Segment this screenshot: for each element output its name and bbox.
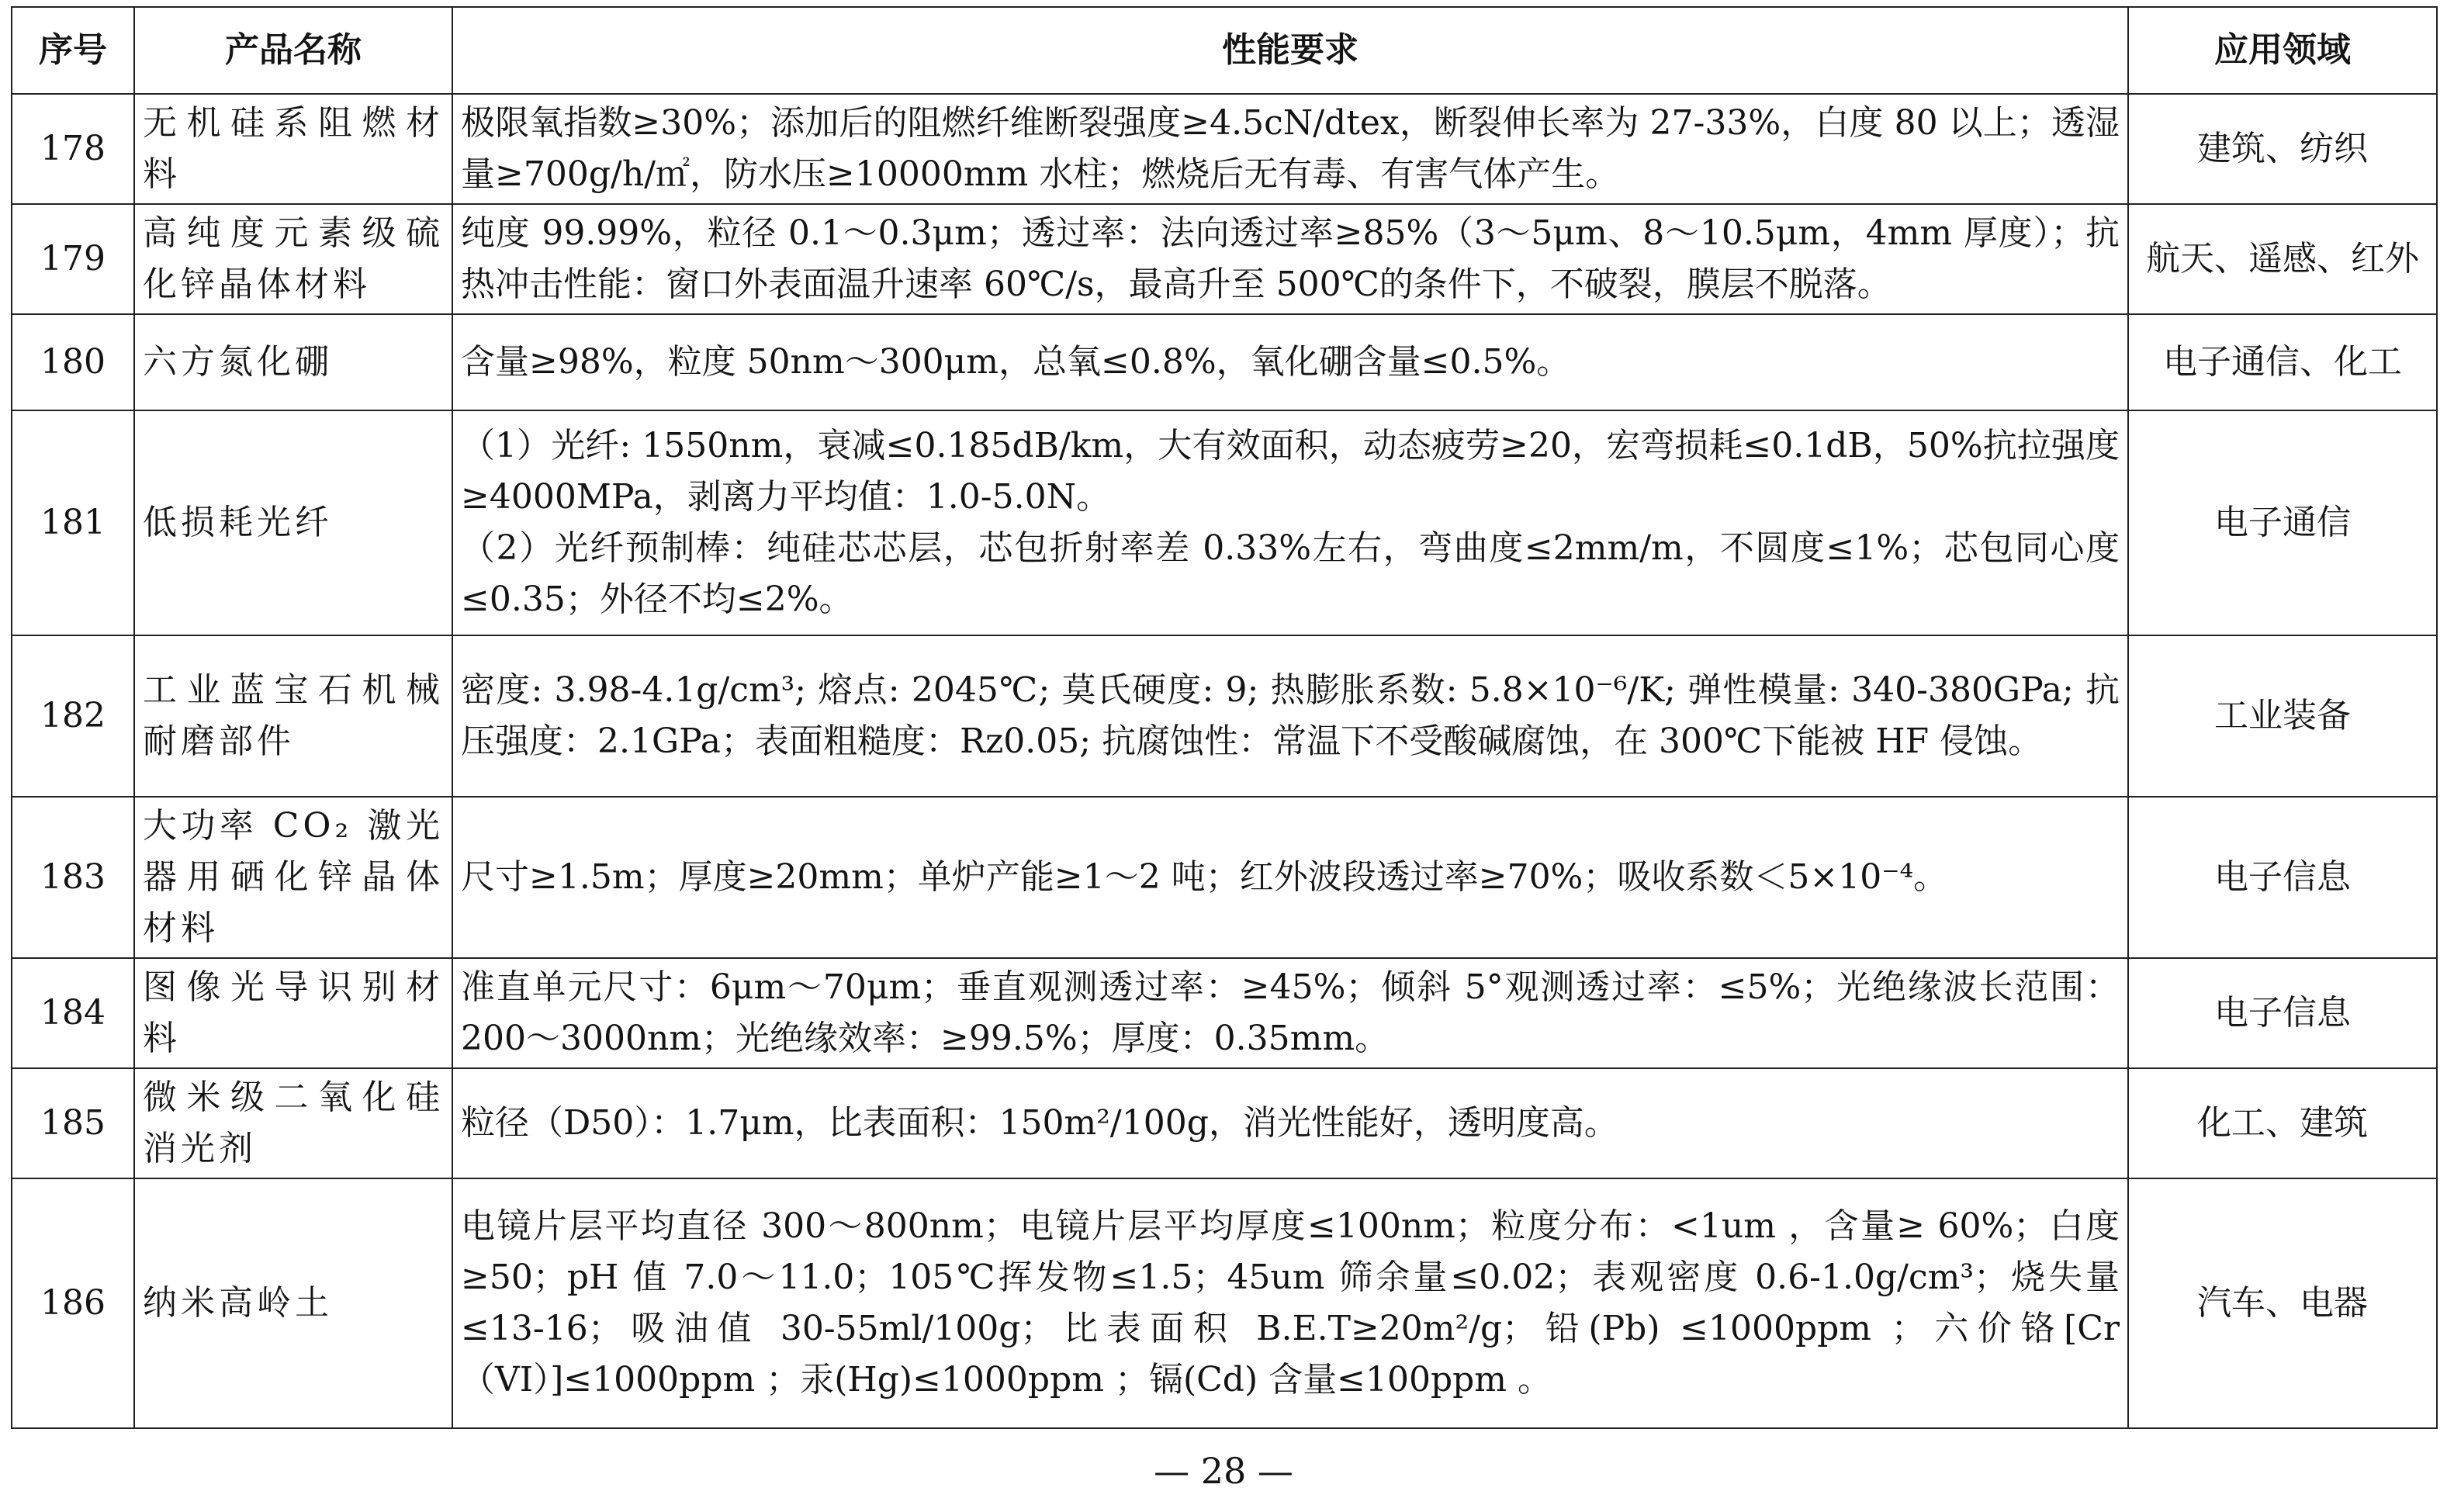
row-product-name: 高纯度元素级硫化锌晶体材料	[134, 204, 452, 314]
row-serial-number: 179	[12, 204, 134, 314]
row-performance: 尺寸≥1.5m；厚度≥20mm；单炉产能≥1～2 吨；红外波段透过率≥70%；吸收系数＜5×10⁻⁴。	[452, 797, 2128, 958]
row-product-name: 低损耗光纤	[134, 410, 452, 635]
header-application: 应用领域	[2128, 7, 2437, 94]
row-performance-part-1: （1）光纤: 1550nm，衰减≤0.185dB/km，大有效面积，动态疲劳≥20，宏弯损耗≤0.1dB，50%抗拉强度≥4000MPa，剥离力平均值：1.0-5.0N。	[461, 426, 2120, 517]
table-row	[12, 1068, 2437, 1178]
row-serial-number: 183	[12, 797, 134, 958]
header-serial-number: 序号	[12, 7, 134, 94]
row-application: 工业装备	[2128, 635, 2437, 797]
row-performance: 含量≥98%，粒度 50nm～300μm，总氧≤0.8%，氧化硼含量≤0.5%。	[452, 314, 2128, 410]
document-page	[11, 6, 2436, 1429]
row-product-name: 六方氮化硼	[134, 314, 452, 410]
row-serial-number: 178	[12, 94, 134, 204]
row-performance	[452, 410, 2128, 635]
row-serial-number: 185	[12, 1068, 134, 1178]
row-product-name: 无机硅系阻燃材料	[134, 94, 452, 204]
table-row	[12, 797, 2437, 958]
row-product-name: 大功率 CO₂ 激光器用硒化锌晶体材料	[134, 797, 452, 958]
header-product-name: 产品名称	[134, 7, 452, 94]
table-row	[12, 94, 2437, 204]
row-performance: 密度: 3.98-4.1g/cm³; 熔点: 2045℃; 莫氏硬度: 9; 热膨胀系数: 5.8×10⁻⁶/K; 弹性模量: 340-380GPa; 抗压强度：2.1GPa；表面粗糙度：Rz0.05; 抗腐蚀性：常温下不受酸碱腐蚀，在 300℃下能被 HF 侵蚀。	[452, 635, 2128, 797]
table-row	[12, 1178, 2437, 1428]
row-performance: 准直单元尺寸：6μm～70μm；垂直观测透过率：≥45%；倾斜 5°观测透过率：≤5%；光绝缘波长范围：200～3000nm；光绝缘效率：≥99.5%；厚度：0.35mm。	[452, 958, 2128, 1068]
row-serial-number: 182	[12, 635, 134, 797]
row-product-name: 工业蓝宝石机械耐磨部件	[134, 635, 452, 797]
row-performance: 极限氧指数≥30%；添加后的阻燃纤维断裂强度≥4.5cN/dtex，断裂伸长率为 27-33%，白度 80 以上；透湿量≥700g/h/㎡，防水压≥10000mm 水柱；燃烧后无有毒、有害气体产生。	[452, 94, 2128, 204]
product-spec-table	[11, 6, 2438, 1429]
table-row	[12, 410, 2437, 635]
table-row	[12, 204, 2437, 314]
table-row	[12, 314, 2437, 410]
row-application: 电子通信、化工	[2128, 314, 2437, 410]
row-application: 航天、遥感、红外	[2128, 204, 2437, 314]
row-product-name: 纳米高岭土	[134, 1178, 452, 1428]
table-row	[12, 635, 2437, 797]
row-product-name: 图像光导识别材料	[134, 958, 452, 1068]
row-performance-part-2: （2）光纤预制棒：纯硅芯芯层，芯包折射率差 0.33%左右，弯曲度≤2mm/m，不圆度≤1%；芯包同心度≤0.35；外径不均≤2%。	[461, 528, 2120, 619]
row-application: 汽车、电器	[2128, 1178, 2437, 1428]
table-row	[12, 958, 2437, 1068]
header-performance: 性能要求	[452, 7, 2128, 94]
row-application: 电子信息	[2128, 797, 2437, 958]
row-performance: 粒径（D50）：1.7μm，比表面积：150m²/100g，消光性能好，透明度高。	[452, 1068, 2128, 1178]
row-application: 电子信息	[2128, 958, 2437, 1068]
row-application: 电子通信	[2128, 410, 2437, 635]
row-performance: 电镜片层平均直径 300～800nm；电镜片层平均厚度≤100nm；粒度分布：<1um ，含量≥ 60%；白度≥50；pH 值 7.0～11.0；105℃挥发物≤1.5；45um 筛余量≤0.02；表观密度 0.6-1.0g/cm³；烧失量≤13-16；吸油值 30-55ml/100g；比表面积 B.E.T≥20m²/g；铅(Pb) ≤1000ppm ；六价铬[Cr（VI）]≤1000ppm ；汞(Hg)≤1000ppm ；镉(Cd) 含量≤100ppm 。	[452, 1178, 2128, 1428]
row-serial-number: 184	[12, 958, 134, 1068]
row-product-name: 微米级二氧化硅消光剂	[134, 1068, 452, 1178]
row-serial-number: 186	[12, 1178, 134, 1428]
row-application: 建筑、纺织	[2128, 94, 2437, 204]
table-header-row	[12, 7, 2437, 94]
row-serial-number: 181	[12, 410, 134, 635]
row-serial-number: 180	[12, 314, 134, 410]
row-application: 化工、建筑	[2128, 1068, 2437, 1178]
page-number: — 28 —	[1154, 1450, 1293, 1492]
row-performance: 纯度 99.99%，粒径 0.1～0.3μm；透过率：法向透过率≥85%（3～5μm、8～10.5μm，4mm 厚度）；抗热冲击性能：窗口外表面温升速率 60℃/s，最高升至 500℃的条件下，不破裂，膜层不脱落。	[452, 204, 2128, 314]
